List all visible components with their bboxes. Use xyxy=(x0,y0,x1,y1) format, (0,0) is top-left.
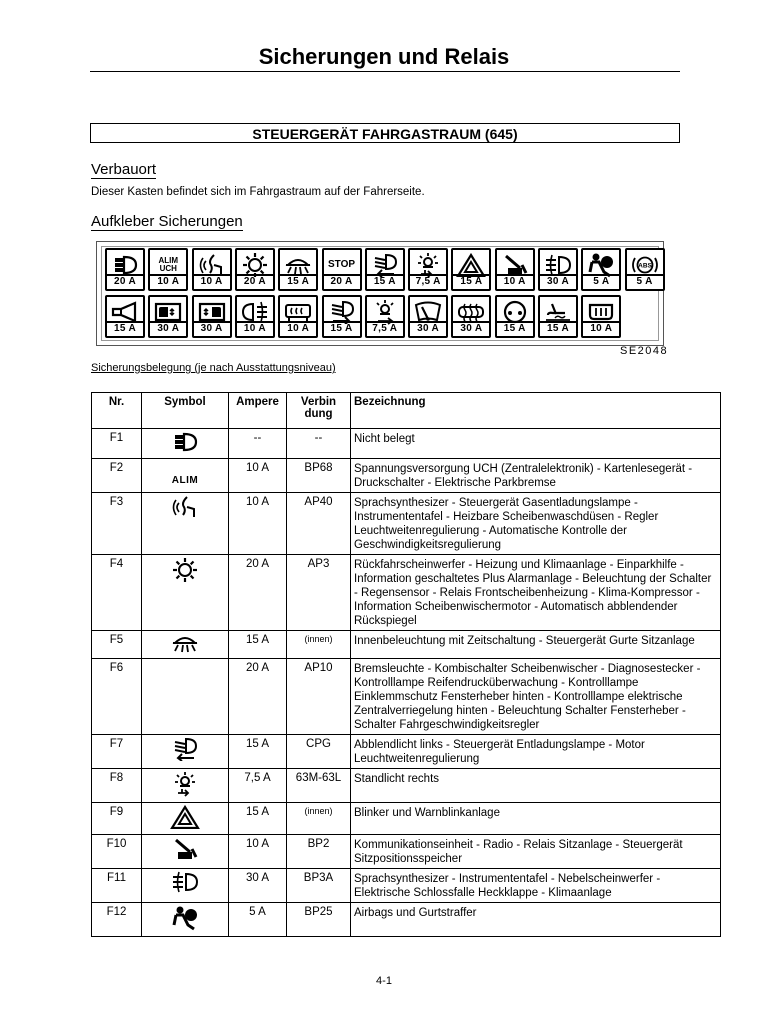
side-light-icon xyxy=(170,788,200,800)
fuse-amp-label: 10 A xyxy=(237,321,273,336)
cell-ampere: 10 A xyxy=(229,459,287,493)
cell-bezeichnung: Abblendlicht links - Steuergerät Entladungslampe - Motor Leuchtweitenregulierung xyxy=(351,735,721,769)
cell-symbol xyxy=(142,803,229,835)
fuse-amp-label: 10 A xyxy=(194,274,230,289)
cell-verbindung: BP68 xyxy=(287,459,351,493)
header-bezeichnung: Bezeichnung xyxy=(351,393,721,429)
fuse-amp-label: 10 A xyxy=(497,274,533,289)
fuse-abs xyxy=(625,248,665,291)
cell-ampere: 15 A xyxy=(229,631,287,659)
fuse-amp-label: 10 A xyxy=(280,321,316,336)
cell-bezeichnung: Innenbeleuchtung mit Zeitschaltung - Steuergerät Gurte Sitzanlage xyxy=(351,631,721,659)
cell-nr: F7 xyxy=(92,735,142,769)
table-row xyxy=(92,659,721,735)
fuse-rear-fog xyxy=(235,295,275,338)
cell-symbol xyxy=(142,735,229,769)
verbauort-heading: Verbauort xyxy=(91,161,157,178)
fuse-amp-label: 10 A xyxy=(583,321,619,336)
fuse-amp-label: 15 A xyxy=(324,321,360,336)
cell-ampere: 10 A xyxy=(229,493,287,555)
fuse-amp-label: 15 A xyxy=(280,274,316,289)
cell-verbindung: (innen) xyxy=(287,803,351,835)
cell-nr: F12 xyxy=(92,903,142,937)
cell-ampere: 20 A xyxy=(229,659,287,735)
cell-verbindung: CPG xyxy=(287,735,351,769)
table-row xyxy=(92,459,721,493)
cell-nr: F5 xyxy=(92,631,142,659)
table-row xyxy=(92,869,721,903)
fuse-amp-label: 15 A xyxy=(107,321,143,336)
cell-bezeichnung: Airbags und Gurtstraffer xyxy=(351,903,721,937)
fuse-headlight xyxy=(105,248,145,291)
cell-symbol xyxy=(142,459,229,493)
cell-nr: F10 xyxy=(92,835,142,869)
table-row xyxy=(92,493,721,555)
fuse-interior-light xyxy=(278,248,318,291)
fuse-amp-label: 30 A xyxy=(453,321,489,336)
cell-nr: F3 xyxy=(92,493,142,555)
cell-verbindung: -- xyxy=(287,429,351,459)
table-row xyxy=(92,631,721,659)
header-verbindung: Verbin dung xyxy=(287,393,351,429)
cell-nr: F6 xyxy=(92,659,142,735)
cell-verbindung: BP2 xyxy=(287,835,351,869)
fuse-low-beam-left xyxy=(365,248,405,291)
voice-synth-icon xyxy=(170,510,200,522)
fuse-amp-label: 5 A xyxy=(583,274,619,289)
fuse-label-sticker xyxy=(96,241,664,346)
cell-bezeichnung: Bremsleuchte - Kombischalter Scheibenwischer - Diagnosestecker - Kontrolllampe Reifendrucküberwachung - Kontrolllampe Einklemmschutz Fensterheber hinten - Kontrolllampe elektrische Zentralverriegelung hinten - Beleuchtung Schalter Fensterheber - Schalter Fahrgeschwindigkeitsregler xyxy=(351,659,721,735)
cell-ampere: 5 A xyxy=(229,903,287,937)
cell-symbol xyxy=(142,659,229,735)
header-ampere: Ampere xyxy=(229,393,287,429)
cell-symbol xyxy=(142,631,229,659)
cell-bezeichnung: Kommunikationseinheit - Radio - Relais Sitzanlage - Steuergerät Sitzpositionsspeicher xyxy=(351,835,721,869)
fuse-wiper xyxy=(408,295,448,338)
fuse-amp-label: 15 A xyxy=(367,274,403,289)
fuse-heated-rear xyxy=(451,295,491,338)
fuse-lock xyxy=(495,295,535,338)
fuse-low-beam-right xyxy=(322,295,362,338)
table-row xyxy=(92,555,721,631)
header-symbol: Symbol xyxy=(142,393,229,429)
section-title: STEUERGERÄT FAHRGASTRAUM (645) xyxy=(90,123,680,143)
fuse-amp-label: 15 A xyxy=(453,274,489,289)
page-number: 4-1 xyxy=(376,975,392,987)
fuse-hazard xyxy=(451,248,491,291)
headlight-icon xyxy=(170,444,200,456)
fuse-alim-uch xyxy=(148,248,188,291)
cell-ampere: 15 A xyxy=(229,735,287,769)
fuse-seat xyxy=(495,248,535,291)
hazard-icon xyxy=(170,820,200,832)
fuse-climate-sun xyxy=(235,248,275,291)
table-row xyxy=(92,803,721,835)
fuse-side-light xyxy=(408,248,448,291)
cell-symbol xyxy=(142,493,229,555)
seat-icon xyxy=(170,852,200,864)
cell-bezeichnung: Blinker und Warnblinkanlage xyxy=(351,803,721,835)
svg-text:ABS: ABS xyxy=(637,262,652,270)
cell-ampere: 7,5 A xyxy=(229,769,287,803)
fuse-amp-label: 7,5 A xyxy=(410,274,446,289)
cell-verbindung: BP25 xyxy=(287,903,351,937)
fuse-amp-label: 15 A xyxy=(497,321,533,336)
cell-nr: F1 xyxy=(92,429,142,459)
cell-verbindung: AP10 xyxy=(287,659,351,735)
fuse-stop xyxy=(322,248,362,291)
fuse-amp-label: 20 A xyxy=(107,274,143,289)
fuse-airbag xyxy=(581,248,621,291)
fuse-amp-label: 10 A xyxy=(150,274,186,289)
alim-icon: ALIM xyxy=(171,475,199,486)
page-title: Sicherungen und Relais xyxy=(258,44,510,69)
table-row xyxy=(92,835,721,869)
title-rule xyxy=(90,71,680,72)
fuse-amp-label: 7,5 A xyxy=(367,321,403,336)
fuse-amp-label: 30 A xyxy=(410,321,446,336)
cell-bezeichnung: Sprachsynthesizer - Steuergerät Gasentladungslampe - Instrumententafel - Heizbare Scheibenwaschdüsen - Regler Leuchtweitenregulierung - Automatische Kontrolle der Geschwindigkeitsregulierung xyxy=(351,493,721,555)
cell-symbol xyxy=(142,555,229,631)
table-caption: Sicherungsbelegung (je nach Ausstattungsniveau) xyxy=(91,362,336,374)
table-header-row xyxy=(92,393,721,429)
verbauort-text: Dieser Kasten befindet sich im Fahrgastraum auf der Fahrerseite. xyxy=(91,186,425,198)
fuse-amp-label: 30 A xyxy=(150,321,186,336)
cell-bezeichnung: Nicht belegt xyxy=(351,429,721,459)
fuse-window-right xyxy=(192,295,232,338)
alim-uch-icon: ALIM UCH xyxy=(158,256,179,273)
fuse-amp-label: 5 A xyxy=(627,274,663,289)
cell-verbindung: BP3A xyxy=(287,869,351,903)
table-row xyxy=(92,735,721,769)
fuse-side-light-right xyxy=(365,295,405,338)
cell-symbol xyxy=(142,769,229,803)
table-row xyxy=(92,429,721,459)
cell-ampere: 30 A xyxy=(229,869,287,903)
cell-bezeichnung: Spannungsversorgung UCH (Zentralelektronik) - Kartenlesegerät - Druckschalter - Elektrische Parkbremse xyxy=(351,459,721,493)
stop-icon: STOP xyxy=(327,259,356,270)
cell-verbindung: (innen) xyxy=(287,631,351,659)
cell-bezeichnung: Sprachsynthesizer - Instrumententafel - Nebelscheinwerfer - Elektrische Schlossfalle Heckklappe - Klimaanlage xyxy=(351,869,721,903)
table-row xyxy=(92,903,721,937)
fuse-fog-light xyxy=(538,248,578,291)
fuse-defrost-mirror xyxy=(581,295,621,338)
fuse-amp-label: 30 A xyxy=(540,274,576,289)
climate-sun-icon xyxy=(171,574,199,586)
cell-ampere: -- xyxy=(229,429,287,459)
cell-nr: F11 xyxy=(92,869,142,903)
fuse-amp-label: 20 A xyxy=(237,274,273,289)
fuse-amp-label: 30 A xyxy=(194,321,230,336)
cell-symbol xyxy=(142,869,229,903)
sticker-code: SE2048 xyxy=(620,345,669,357)
cell-ampere: 15 A xyxy=(229,803,287,835)
cell-nr: F2 xyxy=(92,459,142,493)
fog-light-icon xyxy=(170,884,200,896)
cell-symbol xyxy=(142,903,229,937)
table-row xyxy=(92,769,721,803)
aufkleber-heading: Aufkleber Sicherungen xyxy=(91,213,243,230)
cell-nr: F4 xyxy=(92,555,142,631)
cell-verbindung: AP3 xyxy=(287,555,351,631)
fuse-window-left xyxy=(148,295,188,338)
cell-verbindung: 63M-63L xyxy=(287,769,351,803)
cell-bezeichnung: Standlicht rechts xyxy=(351,769,721,803)
interior-light-icon xyxy=(170,644,200,656)
cell-symbol xyxy=(142,835,229,869)
cell-symbol xyxy=(142,429,229,459)
airbag-icon xyxy=(170,922,200,934)
cell-nr: F8 xyxy=(92,769,142,803)
fuse-rear-defrost xyxy=(278,295,318,338)
fuse-seat-heat xyxy=(538,295,578,338)
fuse-amp-label: 20 A xyxy=(324,274,360,289)
fuse-table xyxy=(91,392,721,937)
cell-bezeichnung: Rückfahrscheinwerfer - Heizung und Klimaanlage - Einparkhilfe - Information geschaltetes Plus Alarmanlage - Beleuchtung der Schalter - Regensensor - Relais Frontscheibenheizung - Klima-Kompressor - Information Scheibenwischermotor - Automatisch abblendender Rückspiegel xyxy=(351,555,721,631)
cell-ampere: 10 A xyxy=(229,835,287,869)
cell-ampere: 20 A xyxy=(229,555,287,631)
fuse-horn xyxy=(105,295,145,338)
header-nr: Nr. xyxy=(92,393,142,429)
fuse-voice-synth xyxy=(192,248,232,291)
cell-nr: F9 xyxy=(92,803,142,835)
fuse-amp-label: 15 A xyxy=(540,321,576,336)
cell-verbindung: AP40 xyxy=(287,493,351,555)
low-beam-left-icon xyxy=(170,752,200,764)
